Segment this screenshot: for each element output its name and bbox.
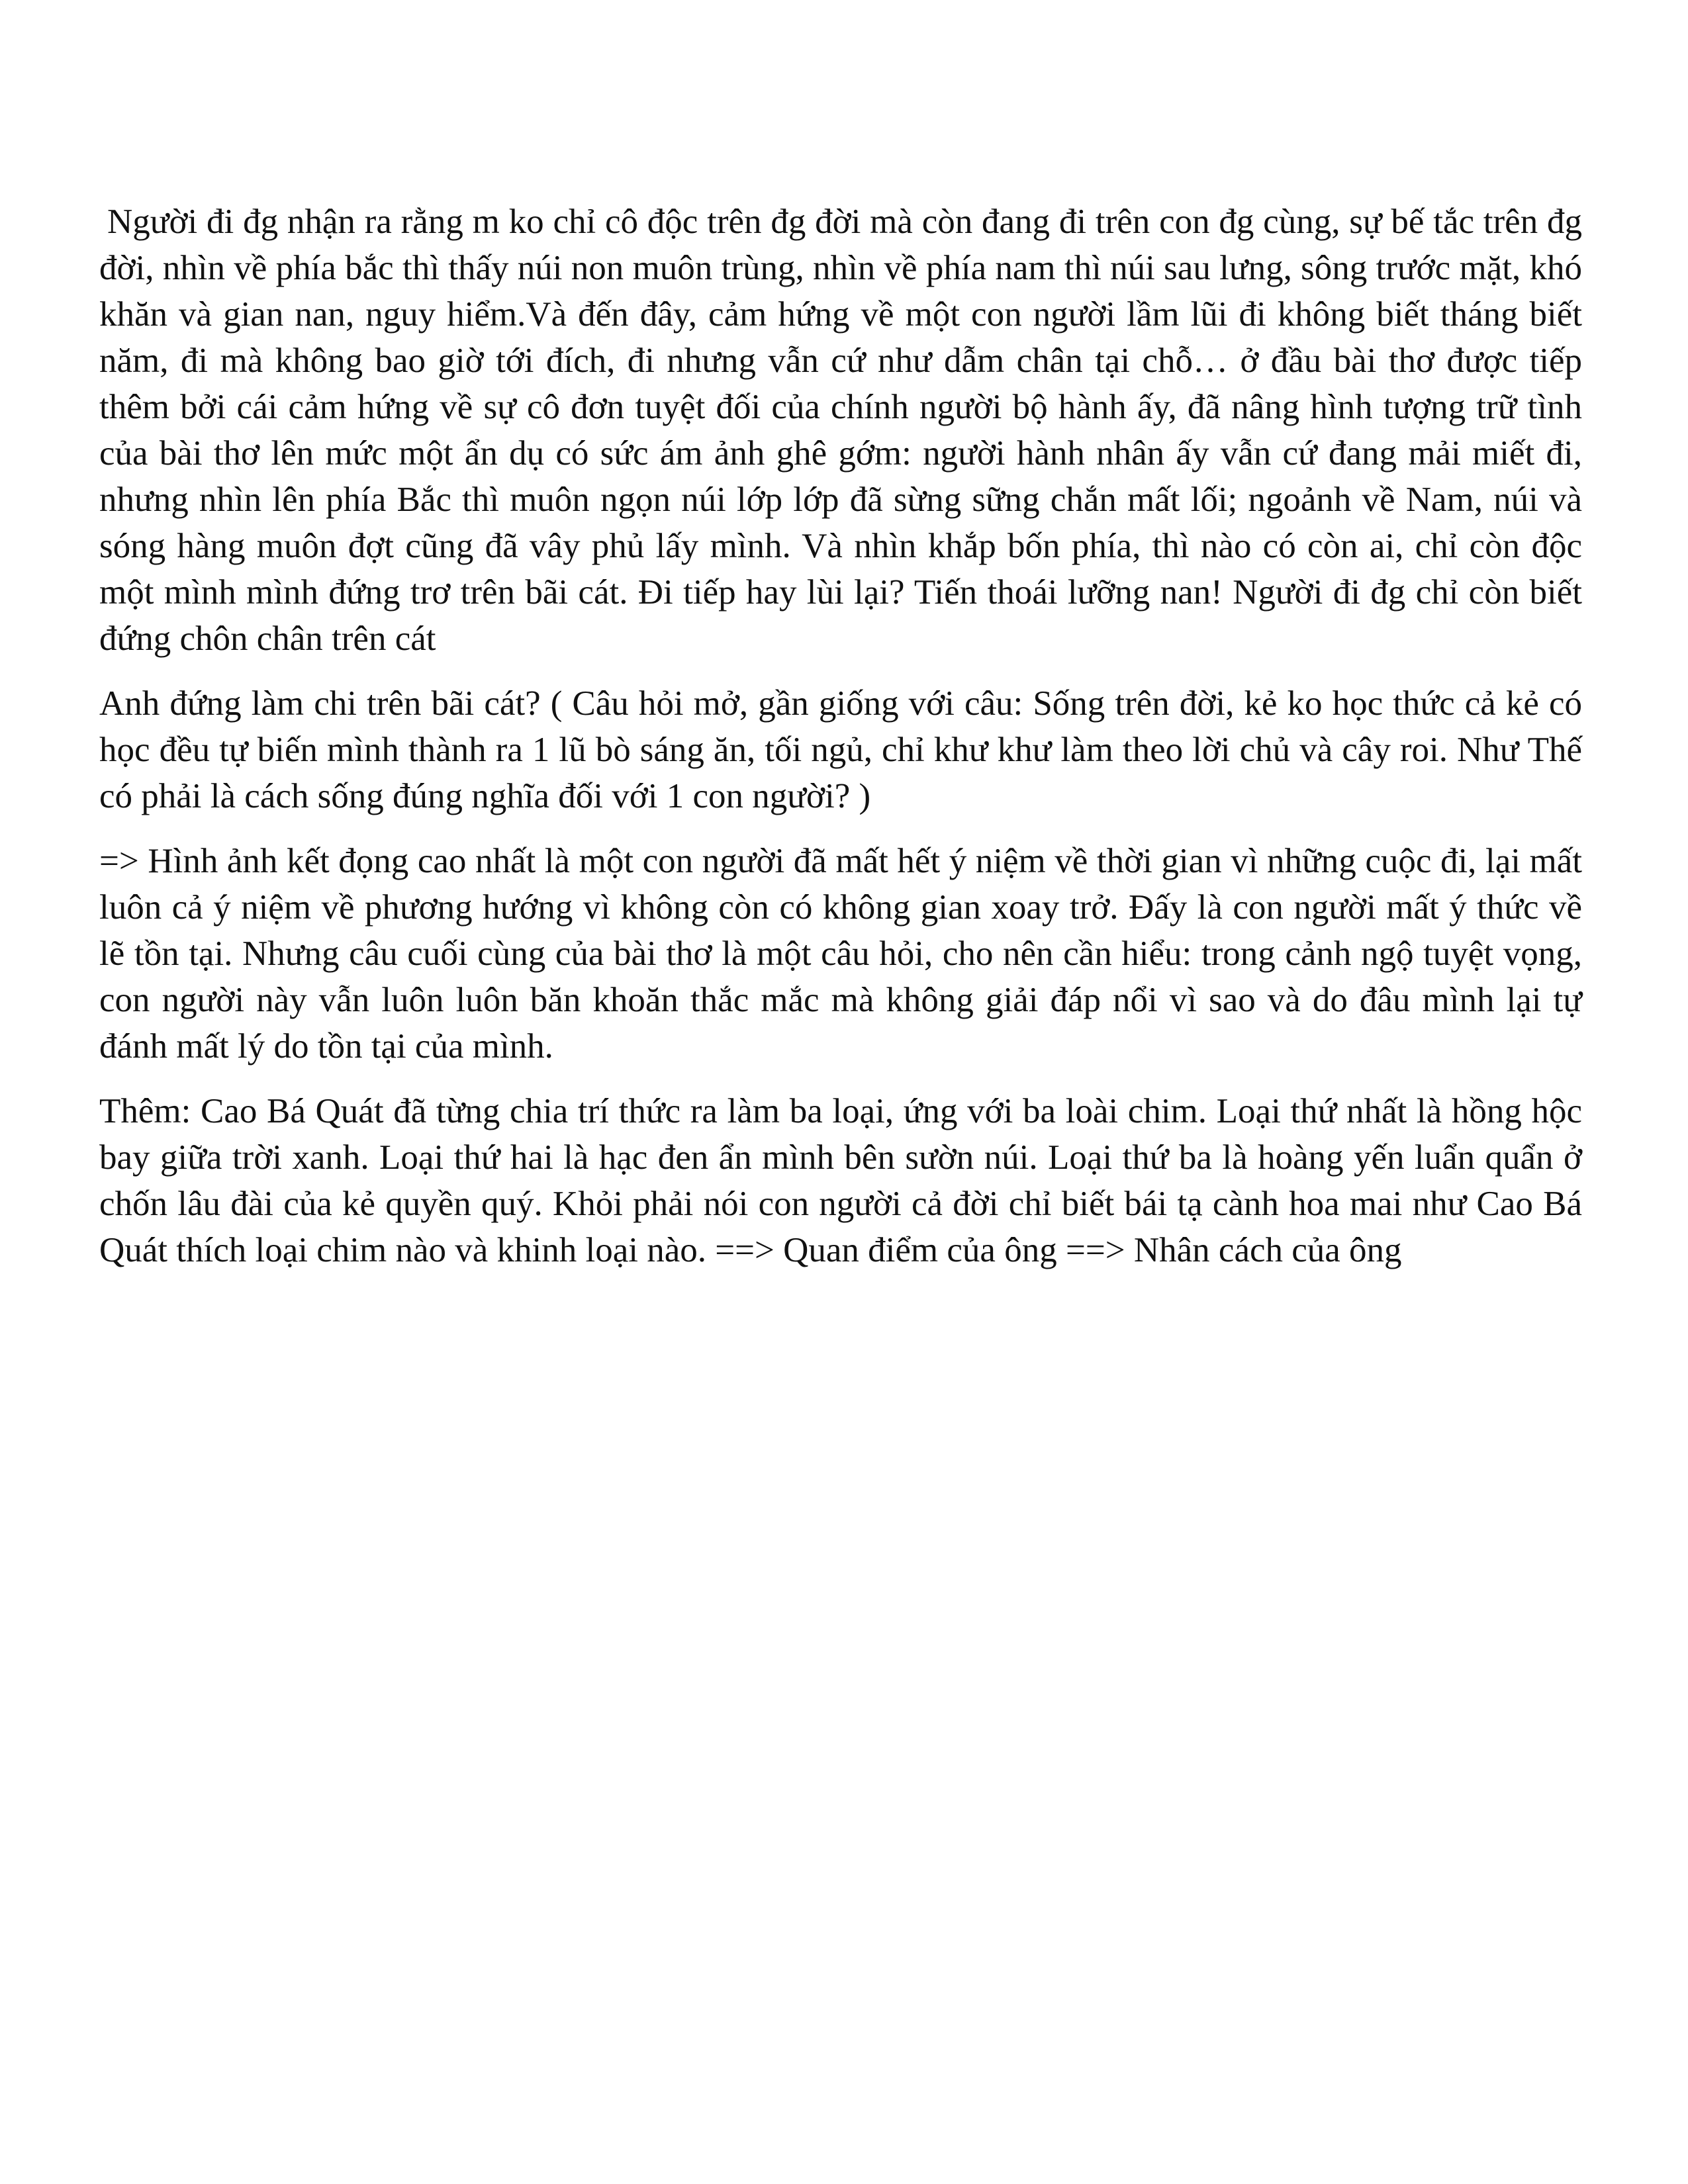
paragraph-1-text: Người đi đg nhận ra rằng m ko chỉ cô độc trên đg đời mà còn đang đi trên con đg cùng, sự bế tắc trên đg đời, nhìn về phía bắc thì thấy núi non muôn trùng, nhìn về phía nam thì núi sau lưng, sông trước mặt, khó khăn và gian nan, nguy hiểm.Và đến đây, cảm hứng về một con người lầm lũi đi không biết tháng biết năm, đi mà không bao giờ tới đích, đi nhưng vẫn cứ như dẫm chân tại chỗ… ở đầu bài thơ được tiếp thêm bởi cái cảm hứng về sự cô đơn tuyệt đối của chính người bộ hành ấy, đã nâng hình tượng trữ tình của bài thơ lên mức một ẩn dụ có sức ám ảnh ghê gớm: người hành nhân ấy vẫn cứ đang mải miết đi, nhưng nhìn lên phía Bắc thì muôn ngọn núi lớp lớp đã sừng sững chắn mất lối; ngoảnh về Nam, núi và sóng hàng muôn đợt cũng đã vây phủ lấy mình. Và nhìn khắp bốn phía, thì nào có còn ai, chỉ còn độc một mình mình đứng trơ trên bãi cát. Đi tiếp hay lùi lại? Tiến thoái lưỡng nan! Người đi đg chỉ còn biết đứng chôn chân trên cát — [99, 203, 1582, 658]
paragraph-2 — [99, 680, 1582, 819]
paragraph-4-text: Thêm: Cao Bá Quát đã từng chia trí thức ra làm ba loại, ứng với ba loài chim. Loại thứ nhất là hồng hộc bay giữa trời xanh. Loại thứ hai là hạc đen ẩn mình bên sườn núi. Loại thứ ba là hoàng yến luẩn quẩn ở chốn lâu đài của kẻ quyền quý. Khỏi phải nói con người cả đời chỉ biết bái tạ cành hoa mai như Cao Bá Quát thích loại chim nào và khinh loại nào. ==> Quan điểm của ông ==> Nhân cách của ông — [99, 1092, 1582, 1269]
paragraph-4 — [99, 1088, 1582, 1273]
paragraph-3 — [99, 838, 1582, 1069]
paragraph-2-text: Anh đứng làm chi trên bãi cát? ( Câu hỏi mở, gần giống với câu: Sống trên đời, kẻ ko học thức cả kẻ có học đều tự biến mình thành ra 1 lũ bò sáng ăn, tối ngủ, chỉ khư khư làm theo lời chủ và cây roi. Như Thế có phải là cách sống đúng nghĩa đối với 1 con người? ) — [99, 684, 1582, 815]
paragraph-1 — [99, 199, 1582, 662]
paragraph-3-text: => Hình ảnh kết đọng cao nhất là một con người đã mất hết ý niệm về thời gian vì những cuộc đi, lại mất luôn cả ý niệm về phương hướng vì không còn có không gian xoay trở. Đấy là con người mất ý thức về lẽ tồn tại. Nhưng câu cuối cùng của bài thơ là một câu hỏi, cho nên cần hiểu: trong cảnh ngộ tuyệt vọng, con người này vẫn luôn luôn băn khoăn thắc mắc mà không giải đáp nổi vì sao và do đâu mình lại tự đánh mất lý do tồn tại của mình. — [99, 842, 1582, 1066]
document-body — [99, 199, 1582, 1292]
